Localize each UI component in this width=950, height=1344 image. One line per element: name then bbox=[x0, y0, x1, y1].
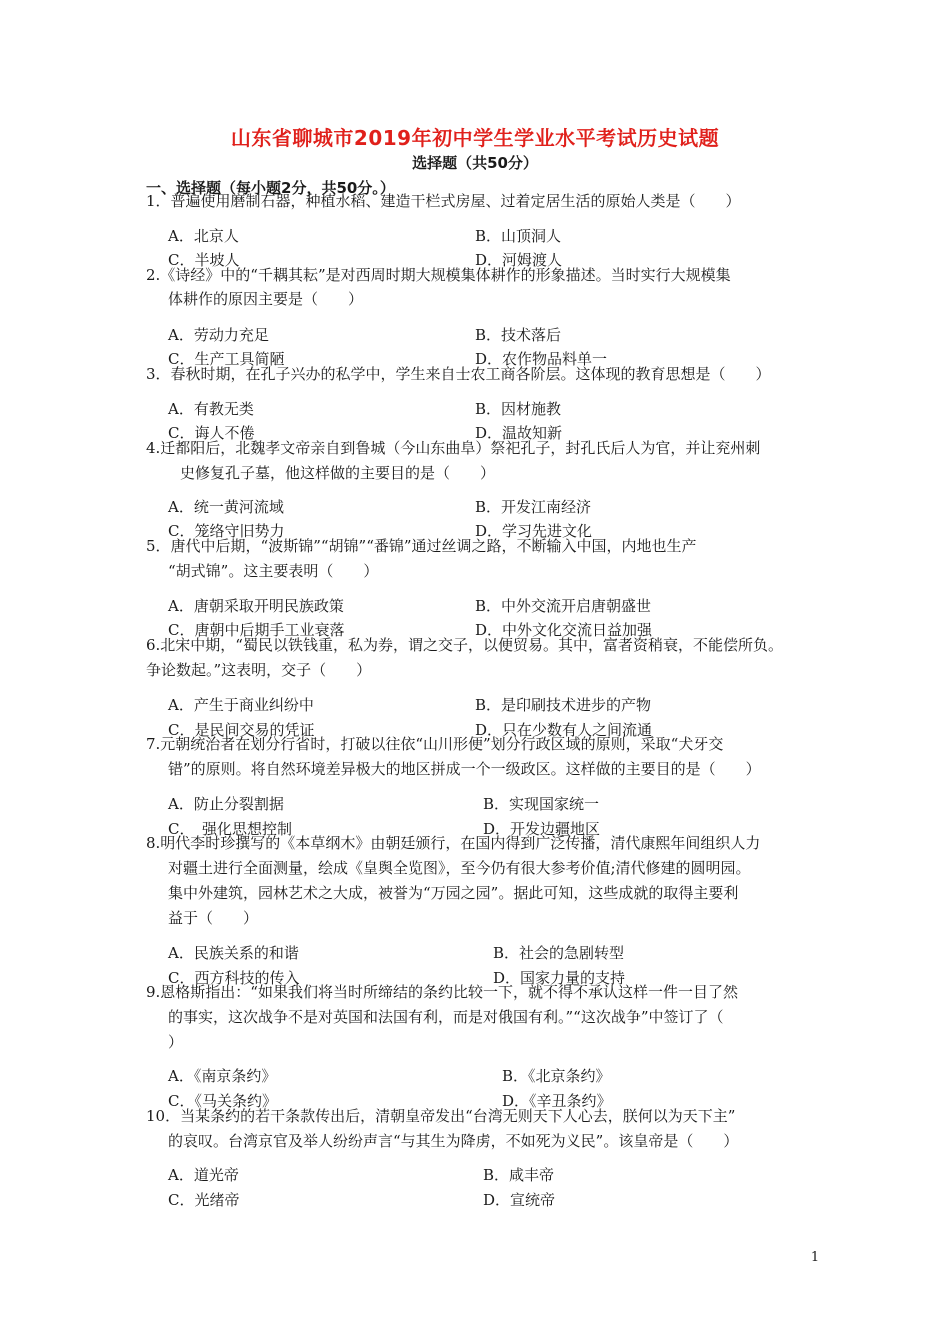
question-8-stem: 对疆土进行全面测量，绘成《皇舆全览图》，至今仍有很大参考价值;清代修建的圆明园。 bbox=[168, 859, 751, 877]
question-8-option-a: A．民族关系的和谐 bbox=[168, 944, 299, 962]
question-9-stem: 的事实，这次战争不是对英国和法国有利，而是对俄国有利。”“这次战争”中签订了（ bbox=[168, 1008, 724, 1026]
question-5-stem: 5．唐代中后期，“波斯锦”“胡锦”“番锦”通过丝调之路，不断输入中国，内地也生产 bbox=[146, 537, 697, 555]
page-number: 1 bbox=[810, 1250, 820, 1265]
question-3-option-b: B．因材施教 bbox=[475, 400, 562, 418]
question-8-option-d: D．国家力量的支持 bbox=[493, 969, 626, 987]
question-6-option-d: D．只在少数有人之间流通 bbox=[475, 721, 653, 739]
question-3-stem: 3．春秋时期，在孔子兴办的私学中，学生来自士农工商各阶层。这体现的教育思想是（ ） bbox=[146, 365, 771, 383]
question-4-stem: 史修复孔子墓，他这样做的主要目的是（ ） bbox=[180, 464, 496, 482]
question-9-option-d: D．《辛丑条约》 bbox=[502, 1092, 612, 1110]
question-8-option-b: B．社会的急剧转型 bbox=[493, 944, 625, 962]
question-8-stem: 集中外建筑，园林艺术之大成，被誉为“万园之园”。据此可知，这些成就的取得主要利 bbox=[168, 884, 739, 902]
question-10-option-d: D．宣统帝 bbox=[483, 1191, 556, 1209]
question-9-stem: ） bbox=[168, 1033, 184, 1051]
question-7-option-a: A．防止分裂割据 bbox=[168, 795, 284, 813]
question-4-option-c: C．笼络守旧势力 bbox=[168, 522, 285, 540]
question-9-stem: 9.恩格斯指出：“如果我们将当时所缔结的条约比较一下，就不得不承认这样一件一目了然 bbox=[146, 983, 738, 1001]
question-3-option-a: A．有教无类 bbox=[168, 400, 254, 418]
question-8-stem: 益于（ ） bbox=[168, 909, 259, 927]
question-6-option-a: A．产生于商业纠纷中 bbox=[168, 696, 314, 714]
section-heading: 一、选择题（每小题2分，共50分。） bbox=[146, 179, 395, 197]
question-7-option-b: B．实现国家统一 bbox=[483, 795, 600, 813]
question-2-option-b: B．技术落后 bbox=[475, 326, 562, 344]
question-7-option-c: C． 强化思想控制 bbox=[168, 820, 292, 838]
question-4-option-a: A．统一黄河流域 bbox=[168, 498, 284, 516]
question-8-stem: 8.明代李时珍撰写的《本草纲木》由朝廷颁行，在国内得到广泛传播，清代康熙年间组织人力 bbox=[146, 834, 761, 852]
question-4-option-d: D．学习先进文化 bbox=[475, 522, 593, 540]
question-5-option-a: A．唐朝采取开明民族政策 bbox=[168, 597, 344, 615]
question-4-option-b: B．开发江南经济 bbox=[475, 498, 592, 516]
question-10-option-b: B．咸丰帝 bbox=[483, 1166, 555, 1184]
question-7-option-d: D．开发边疆地区 bbox=[483, 820, 601, 838]
question-1-option-c: C．半坡人 bbox=[168, 251, 240, 269]
question-9-option-b: B．《北京条约》 bbox=[502, 1067, 611, 1085]
question-5-option-c: C．唐朝中后期手工业衰落 bbox=[168, 621, 345, 639]
question-3-option-c: C．诲人不倦 bbox=[168, 424, 255, 442]
question-1-stem: 1．普遍使用磨制石器，种植水稻、建造干栏式房屋、过着定居生活的原始人类是（ ） bbox=[146, 192, 741, 210]
question-6-stem: 6.北宋中期，“蜀民以铁钱重，私为券，谓之交子，以便贸易。其中，富者资稍衰，不能偿所负。 bbox=[146, 636, 783, 654]
question-4-stem: 4.迁都阳后，北魏孝文帝亲自到鲁城（今山东曲阜）祭祀孔子，封孔氏后人为官，并让兖州刺 bbox=[146, 439, 761, 457]
question-2-option-a: A．劳动力充足 bbox=[168, 326, 269, 344]
question-6-option-c: C．是民间交易的凭证 bbox=[168, 721, 315, 739]
question-10-stem: 的哀叹。台湾京官及举人纷纷声言“与其生为降虏，不如死为义民”。该皇帝是（ ） bbox=[168, 1132, 739, 1150]
question-9-option-a: A．《南京条约》 bbox=[168, 1067, 277, 1085]
question-9-option-c: C．《马关条约》 bbox=[168, 1092, 277, 1110]
question-1-option-a: A．北京人 bbox=[168, 227, 239, 245]
question-7-stem: 7.元朝统治者在划分行省时，打破以往依“山川形便”划分行政区域的原则，采取“犬牙交 bbox=[146, 735, 724, 753]
question-1-option-d: D．河姆渡人 bbox=[475, 251, 563, 269]
question-5-stem: “胡式锦”。这主要表明（ ） bbox=[168, 562, 379, 580]
question-2-option-d: D．农作物品料单一 bbox=[475, 350, 608, 368]
question-7-stem: 错”的原则。将自然环境差异极大的地区拼成一个一级政区。这样做的主要目的是（ ） bbox=[168, 760, 761, 778]
question-10-stem: 10．当某条约的若干条款传出后，清朝皇帝发出“台湾无则天下人心去，朕何以为天下主” bbox=[146, 1107, 736, 1125]
question-8-option-c: C．西方科技的传入 bbox=[168, 969, 300, 987]
question-1-option-b: B．山顶洞人 bbox=[475, 227, 562, 245]
question-5-option-b: B．中外交流开启唐朝盛世 bbox=[475, 597, 652, 615]
question-2-option-c: C．生产工具简陋 bbox=[168, 350, 285, 368]
question-10-option-a: A．道光帝 bbox=[168, 1166, 239, 1184]
question-2-stem: 2.《诗经》中的“千耦其耘”是对西周时期大规模集体耕作的形象描述。当时实行大规模集 bbox=[146, 266, 731, 284]
question-6-option-b: B．是印刷技术进步的产物 bbox=[475, 696, 652, 714]
question-6-stem: 争论数起。”这表明，交子（ ） bbox=[146, 661, 372, 679]
question-3-option-d: D．温故知新 bbox=[475, 424, 563, 442]
question-10-option-c: C．光绪帝 bbox=[168, 1191, 240, 1209]
page-subtitle: 选择题（共50分） bbox=[412, 154, 538, 172]
question-5-option-d: D．中外文化交流日益加强 bbox=[475, 621, 653, 639]
page-title: 山东省聊城市2019年初中学生学业水平考试历史试题 bbox=[230, 126, 720, 150]
question-2-stem: 体耕作的原因主要是（ ） bbox=[168, 290, 364, 308]
